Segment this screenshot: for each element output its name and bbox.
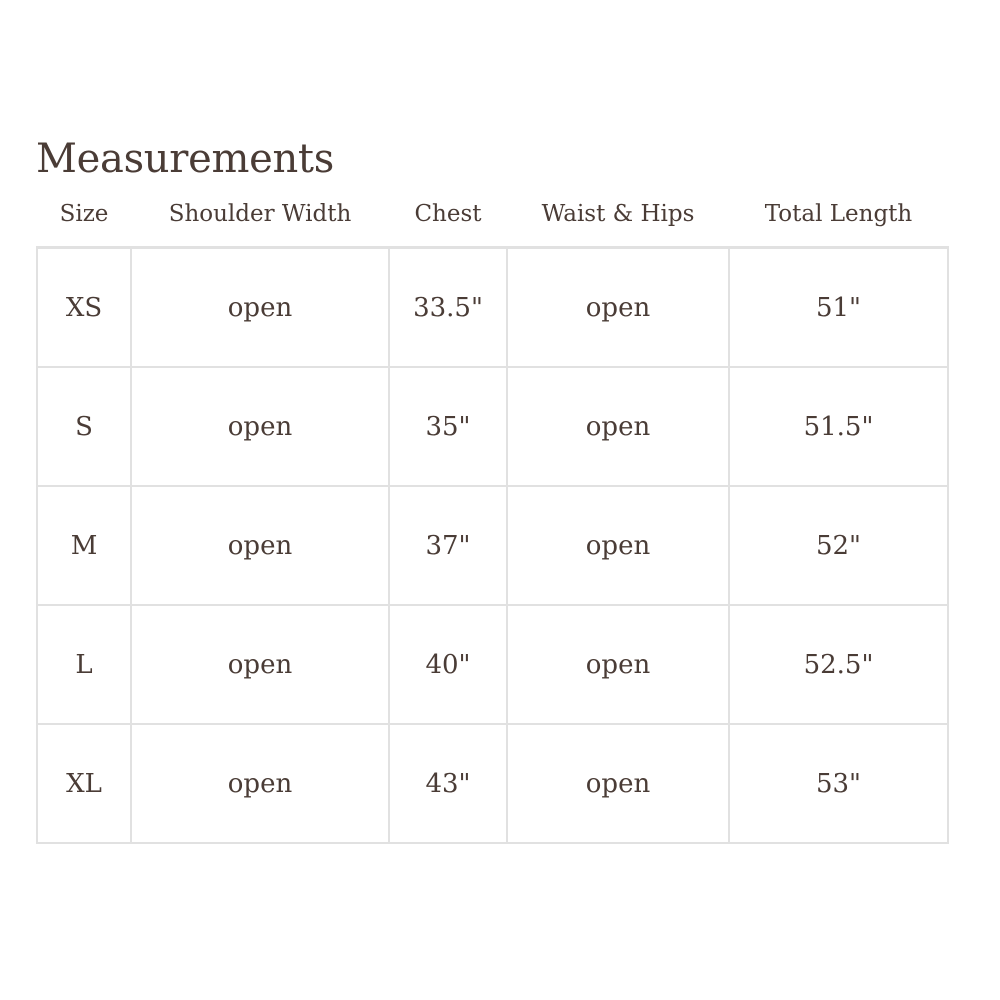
cell-waist-hips: open [507,724,729,843]
header-waist-hips: Waist & Hips [507,192,729,248]
cell-total-length: 51.5" [729,367,948,486]
cell-total-length: 51" [729,248,948,368]
cell-shoulder-width: open [131,248,389,368]
cell-waist-hips: open [507,248,729,368]
cell-chest: 37" [389,486,507,605]
measurements-table [36,192,949,844]
cell-waist-hips: open [507,605,729,724]
header-size: Size [37,192,131,248]
header-shoulder-width: Shoulder Width [131,192,389,248]
table-row [37,486,948,605]
page-title: Measurements [36,136,334,182]
cell-chest: 35" [389,367,507,486]
cell-total-length: 53" [729,724,948,843]
header-total-length: Total Length [729,192,948,248]
cell-size: XS [37,248,131,368]
cell-total-length: 52.5" [729,605,948,724]
cell-chest: 33.5" [389,248,507,368]
cell-shoulder-width: open [131,486,389,605]
cell-waist-hips: open [507,367,729,486]
cell-shoulder-width: open [131,367,389,486]
table-row [37,724,948,843]
header-chest: Chest [389,192,507,248]
cell-size: M [37,486,131,605]
cell-chest: 43" [389,724,507,843]
cell-shoulder-width: open [131,605,389,724]
table-row [37,367,948,486]
cell-shoulder-width: open [131,724,389,843]
cell-waist-hips: open [507,486,729,605]
cell-total-length: 52" [729,486,948,605]
cell-size: S [37,367,131,486]
table-row [37,248,948,368]
cell-size: XL [37,724,131,843]
cell-chest: 40" [389,605,507,724]
cell-size: L [37,605,131,724]
table-header-row [37,192,948,248]
table-row [37,605,948,724]
